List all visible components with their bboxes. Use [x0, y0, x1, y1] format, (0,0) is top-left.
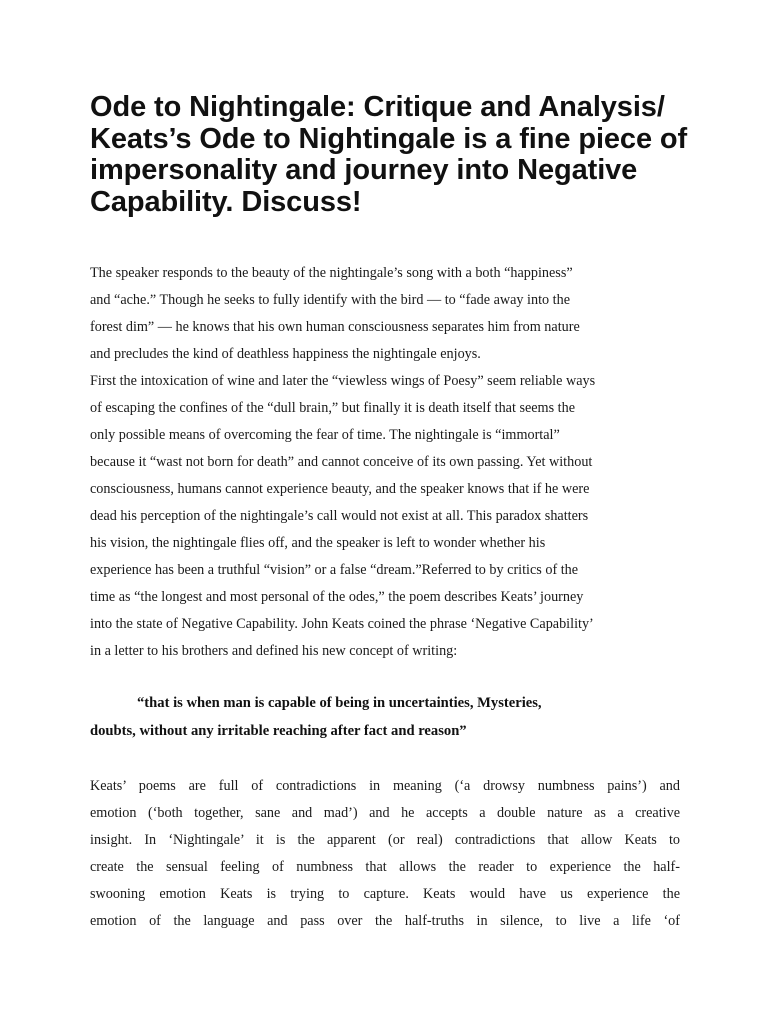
paragraph-line: insight. In ‘Nightingale’ it is the apparent (or real) contradictions that allow Keats to [90, 832, 680, 848]
document-title: Ode to Nightingale: Critique and Analysis/ Keats’s Ode to Nightingale is a fine piece of impersonality and journey into Negative Capability. Discuss! [90, 91, 688, 218]
quote-line: doubts, without any irritable reaching after fact and reason” [90, 723, 467, 739]
paragraph-line: of escaping the confines of the “dull brain,” but finally it is death itself that seems the [90, 400, 575, 416]
paragraph-line: Keats’ poems are full of contradictions in meaning (‘a drowsy numbness pains’) and [90, 778, 680, 794]
paragraph-line: The speaker responds to the beauty of the nightingale’s song with a both “happiness” [90, 265, 573, 281]
paragraph-line: and “ache.” Though he seeks to fully identify with the bird — to “fade away into the [90, 292, 570, 308]
paragraph-line: emotion (‘both together, sane and mad’) and he accepts a double nature as a creative [90, 805, 680, 821]
paragraph-intro [90, 260, 680, 665]
paragraph-line: because it “wast not born for death” and cannot conceive of its own passing. Yet without [90, 454, 593, 470]
quote-line: “that is when man is capable of being in uncertainties, Mysteries, [137, 695, 542, 711]
paragraph-line: create the sensual feeling of numbness that allows the reader to experience the half- [90, 859, 680, 875]
paragraph-line: First the intoxication of wine and later the “viewless wings of Poesy” seem reliable ways [90, 373, 596, 389]
paragraph-line: consciousness, humans cannot experience beauty, and the speaker knows that if he were [90, 481, 590, 497]
paragraph-line: into the state of Negative Capability. John Keats coined the phrase ‘Negative Capability’ [90, 616, 594, 632]
paragraph-line: forest dim” — he knows that his own human consciousness separates him from nature [90, 319, 580, 335]
paragraph-line: emotion of the language and pass over the half-truths in silence, to live a life ‘of [90, 913, 680, 929]
paragraph-analysis [90, 773, 680, 935]
paragraph-line: his vision, the nightingale flies off, and the speaker is left to wonder whether his [90, 535, 546, 551]
paragraph-line: experience has been a truthful “vision” or a false “dream.”Referred to by critics of the [90, 562, 579, 578]
paragraph-line: in a letter to his brothers and defined his new concept of writing: [90, 643, 458, 659]
keats-quote [90, 689, 680, 745]
paragraph-line: only possible means of overcoming the fear of time. The nightingale is “immortal” [90, 427, 560, 443]
paragraph-line: dead his perception of the nightingale’s call would not exist at all. This paradox shatters [90, 508, 589, 524]
paragraph-line: swooning emotion Keats is trying to capture. Keats would have us experience the [90, 886, 680, 902]
paragraph-line: time as “the longest and most personal of the odes,” the poem describes Keats’ journey [90, 589, 584, 605]
paragraph-line: and precludes the kind of deathless happiness the nightingale enjoys. [90, 346, 481, 362]
